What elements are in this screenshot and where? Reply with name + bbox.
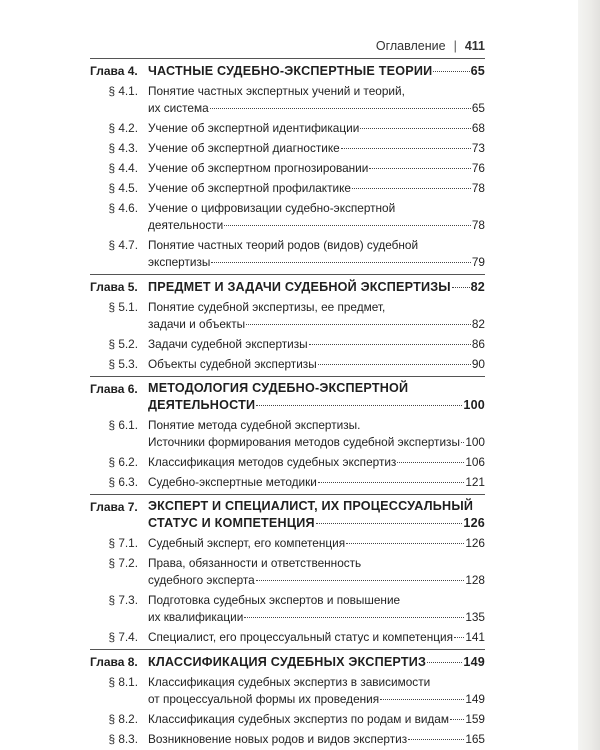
section-last-line <box>148 356 485 373</box>
section-entry[interactable] <box>90 731 485 748</box>
section-title <box>148 200 485 234</box>
section-text: Объекты судебной экспертизы <box>148 357 317 371</box>
section-text: их квалификации <box>148 610 244 624</box>
chapter-title-text: ПРЕДМЕТ И ЗАДАЧИ СУДЕБНОЙ ЭКСПЕРТИЗЫ <box>148 280 451 294</box>
section-last-line <box>148 454 485 471</box>
section-title <box>148 120 485 137</box>
chapter-title-leader <box>256 405 462 406</box>
chapter-block <box>90 58 485 271</box>
section-leader <box>380 699 464 700</box>
section-last-line <box>148 609 485 626</box>
section-number: § 7.1. <box>108 536 138 550</box>
section-page-number[interactable]: 141 <box>465 630 485 644</box>
section-number: § 7.2. <box>108 556 138 570</box>
section-page-number[interactable]: 82 <box>471 317 485 331</box>
section-text: судебного эксперта <box>148 573 255 587</box>
section-last-line <box>148 572 485 589</box>
chapter-block <box>90 274 485 373</box>
chapter-heading[interactable] <box>90 653 485 671</box>
section-number: § 5.1. <box>108 300 138 314</box>
section-entry[interactable] <box>90 356 485 373</box>
section-leader <box>408 739 464 740</box>
section-entry[interactable] <box>90 336 485 353</box>
section-last-line <box>148 217 485 234</box>
chapter-heading[interactable] <box>90 498 485 532</box>
running-header <box>90 36 485 56</box>
chapter-title-leader <box>316 523 463 524</box>
chapter-title-page-number[interactable]: 65 <box>470 64 485 78</box>
section-page-number[interactable]: 159 <box>465 712 485 726</box>
section-leader <box>454 637 464 638</box>
section-page-number[interactable]: 121 <box>465 475 485 489</box>
section-title-line: Права, обязанности и ответственность <box>148 556 362 570</box>
section-number: § 4.5. <box>108 181 138 195</box>
section-last-line <box>148 711 485 728</box>
section-text: Учение об экспертном прогнозировании <box>148 161 369 175</box>
section-entry[interactable] <box>90 417 485 451</box>
section-text: Классификация методов судебных экспертиз <box>148 455 397 469</box>
section-page-number[interactable]: 65 <box>471 101 485 115</box>
section-text: задачи и объекты <box>148 317 246 331</box>
section-page-number[interactable]: 90 <box>471 357 485 371</box>
section-last-line <box>148 140 485 157</box>
section-last-line <box>148 180 485 197</box>
section-entry[interactable] <box>90 200 485 234</box>
section-number: § 4.4. <box>108 161 138 175</box>
section-leader <box>318 482 464 483</box>
section-entry[interactable] <box>90 474 485 491</box>
section-text: Учение об экспертной идентификации <box>148 121 360 135</box>
chapter-title <box>148 279 485 296</box>
section-title <box>148 592 485 626</box>
chapter-title <box>148 380 485 414</box>
chapter-title-last-line <box>148 515 485 532</box>
section-last-line <box>148 535 485 552</box>
chapter-title-text: КЛАССИФИКАЦИЯ СУДЕБНЫХ ЭКСПЕРТИЗ <box>148 655 427 669</box>
chapter-title <box>148 654 485 671</box>
section-text: Судебный эксперт, его компетенция <box>148 536 346 550</box>
section-text: их система <box>148 101 209 115</box>
table-of-contents <box>90 58 485 748</box>
section-entry[interactable] <box>90 140 485 157</box>
chapter-title-line: ЭКСПЕРТ И СПЕЦИАЛИСТ, ИХ ПРОЦЕССУАЛЬНЫЙ <box>148 499 474 513</box>
header-page-number: 411 <box>464 39 485 53</box>
section-page-number[interactable]: 149 <box>465 692 485 706</box>
section-leader <box>210 108 471 109</box>
chapter-title-last-line <box>148 63 485 80</box>
section-entry[interactable] <box>90 711 485 728</box>
section-page-number[interactable]: 78 <box>471 181 485 195</box>
section-last-line <box>148 254 485 271</box>
section-text: Возникновение новых родов и видов экспертиз <box>148 732 408 746</box>
chapter-block <box>90 494 485 646</box>
section-number: § 8.3. <box>108 732 138 746</box>
section-number: § 8.1. <box>108 675 138 689</box>
chapter-title-text: ЧАСТНЫЕ СУДЕБНО-ЭКСПЕРТНЫЕ ТЕОРИИ <box>148 64 433 78</box>
section-text: Задачи судебной экспертизы <box>148 337 308 351</box>
section-page-number[interactable]: 106 <box>465 455 485 469</box>
section-number: § 4.3. <box>108 141 138 155</box>
chapter-title-leader <box>427 662 462 663</box>
chapter-label: Глава 4. <box>90 64 138 78</box>
chapter-title-page-number[interactable]: 126 <box>463 516 485 530</box>
section-last-line <box>148 336 485 353</box>
section-leader <box>256 580 465 581</box>
section-entry[interactable] <box>90 160 485 177</box>
section-last-line <box>148 731 485 748</box>
section-text: деятельности <box>148 218 224 232</box>
section-title <box>148 474 485 491</box>
section-leader <box>211 262 471 263</box>
section-page-number[interactable]: 128 <box>465 573 485 587</box>
section-page-number[interactable]: 135 <box>465 610 485 624</box>
section-page-number[interactable]: 79 <box>471 255 485 269</box>
section-last-line <box>148 100 485 117</box>
section-title <box>148 237 485 271</box>
section-title <box>148 83 485 117</box>
section-leader <box>309 344 471 345</box>
section-last-line <box>148 160 485 177</box>
section-title <box>148 180 485 197</box>
section-entry[interactable] <box>90 237 485 271</box>
chapter-title-text: СТАТУС И КОМПЕТЕНЦИЯ <box>148 516 315 530</box>
section-leader <box>246 324 471 325</box>
section-title-line: Понятие судебной экспертизы, ее предмет, <box>148 300 386 314</box>
section-title <box>148 356 485 373</box>
chapter-title-last-line <box>148 279 485 296</box>
section-leader <box>360 128 471 129</box>
section-last-line <box>148 120 485 137</box>
section-page-number[interactable]: 126 <box>465 536 485 550</box>
section-entry[interactable] <box>90 535 485 552</box>
chapter-title-last-line <box>148 654 485 671</box>
section-title-line: Понятие частных экспертных учений и теорий, <box>148 84 405 98</box>
chapter-heading[interactable] <box>90 62 485 80</box>
chapter-title <box>148 498 485 532</box>
chapter-label: Глава 5. <box>90 280 138 294</box>
section-leader <box>244 617 464 618</box>
section-entry[interactable] <box>90 299 485 333</box>
section-title-line: Понятие метода судебной экспертизы. <box>148 418 361 432</box>
section-number: § 4.6. <box>108 201 138 215</box>
section-leader <box>369 168 471 169</box>
section-leader <box>341 148 471 149</box>
section-last-line <box>148 316 485 333</box>
section-page-number[interactable]: 73 <box>471 141 485 155</box>
section-last-line <box>148 629 485 646</box>
chapter-title-leader <box>452 287 470 288</box>
section-text: Судебно-экспертные методики <box>148 475 317 489</box>
section-number: § 6.2. <box>108 455 138 469</box>
chapter-title-page-number[interactable]: 82 <box>470 280 485 294</box>
section-number: § 5.3. <box>108 357 138 371</box>
section-number: § 5.2. <box>108 337 138 351</box>
section-page-number[interactable]: 100 <box>465 435 485 449</box>
section-text: Специалист, его процессуальный статус и компетенция <box>148 630 453 644</box>
section-leader <box>318 364 471 365</box>
chapter-title <box>148 63 485 80</box>
chapter-block <box>90 376 485 491</box>
section-entry[interactable] <box>90 83 485 117</box>
section-number: § 4.2. <box>108 121 138 135</box>
page-edge <box>578 0 600 750</box>
chapter-label: Глава 7. <box>90 500 138 514</box>
chapter-title-last-line <box>148 397 485 414</box>
section-title <box>148 711 485 728</box>
section-last-line <box>148 691 485 708</box>
section-page-number[interactable]: 78 <box>471 218 485 232</box>
section-title <box>148 629 485 646</box>
section-last-line <box>148 474 485 491</box>
chapter-title-page-number[interactable]: 100 <box>463 398 485 412</box>
section-entry[interactable] <box>90 454 485 471</box>
section-title-line: Классификация судебных экспертиз в зависимости <box>148 675 431 689</box>
section-text: Учение об экспертной профилактике <box>148 181 351 195</box>
section-number: § 7.4. <box>108 630 138 644</box>
section-title <box>148 731 485 748</box>
section-title-line: Понятие частных теорий родов (видов) судебной <box>148 238 419 252</box>
section-page-number[interactable]: 86 <box>471 337 485 351</box>
chapter-label: Глава 6. <box>90 382 138 396</box>
section-text: Учение об экспертной диагностике <box>148 141 340 155</box>
chapter-title-leader <box>433 71 469 72</box>
section-leader <box>346 543 464 544</box>
chapter-title-text: ДЕЯТЕЛЬНОСТИ <box>148 398 256 412</box>
section-entry[interactable] <box>90 120 485 137</box>
section-leader <box>461 442 464 443</box>
section-leader <box>352 188 471 189</box>
section-number: § 6.1. <box>108 418 138 432</box>
chapter-heading[interactable] <box>90 380 485 414</box>
section-title <box>148 674 485 708</box>
chapter-block <box>90 649 485 748</box>
section-number: § 4.7. <box>108 238 138 252</box>
section-title <box>148 160 485 177</box>
header-title: Оглавление <box>375 39 446 53</box>
section-title-line: Подготовка судебных экспертов и повышение <box>148 593 401 607</box>
section-number: § 6.3. <box>108 475 138 489</box>
section-leader <box>397 462 464 463</box>
section-number: § 8.2. <box>108 712 138 726</box>
section-entry[interactable] <box>90 180 485 197</box>
section-entry[interactable] <box>90 629 485 646</box>
section-page-number[interactable]: 165 <box>465 732 485 746</box>
section-leader <box>224 225 471 226</box>
section-title <box>148 299 485 333</box>
section-leader <box>450 719 464 720</box>
section-text: от процессуальной формы их проведения <box>148 692 380 706</box>
section-title <box>148 417 485 451</box>
section-number: § 7.3. <box>108 593 138 607</box>
section-number: § 4.1. <box>108 84 138 98</box>
section-entry[interactable] <box>90 592 485 626</box>
section-entry[interactable] <box>90 555 485 589</box>
chapter-title-page-number[interactable]: 149 <box>463 655 485 669</box>
section-last-line <box>148 434 485 451</box>
section-text: Классификация судебных экспертиз по родам и видам <box>148 712 449 726</box>
chapter-label: Глава 8. <box>90 655 138 669</box>
section-text: экспертизы <box>148 255 211 269</box>
section-title <box>148 555 485 589</box>
chapter-heading[interactable] <box>90 278 485 296</box>
section-title <box>148 336 485 353</box>
section-title <box>148 454 485 471</box>
section-title <box>148 535 485 552</box>
section-text: Источники формирования методов судебной экспертизы <box>148 435 460 449</box>
header-separator: | <box>453 39 457 53</box>
section-title <box>148 140 485 157</box>
section-entry[interactable] <box>90 674 485 708</box>
section-page-number[interactable]: 76 <box>471 161 485 175</box>
section-title-line: Учение о цифровизации судебно-экспертной <box>148 201 396 215</box>
chapter-title-line: МЕТОДОЛОГИЯ СУДЕБНО-ЭКСПЕРТНОЙ <box>148 381 409 395</box>
section-page-number[interactable]: 68 <box>471 121 485 135</box>
